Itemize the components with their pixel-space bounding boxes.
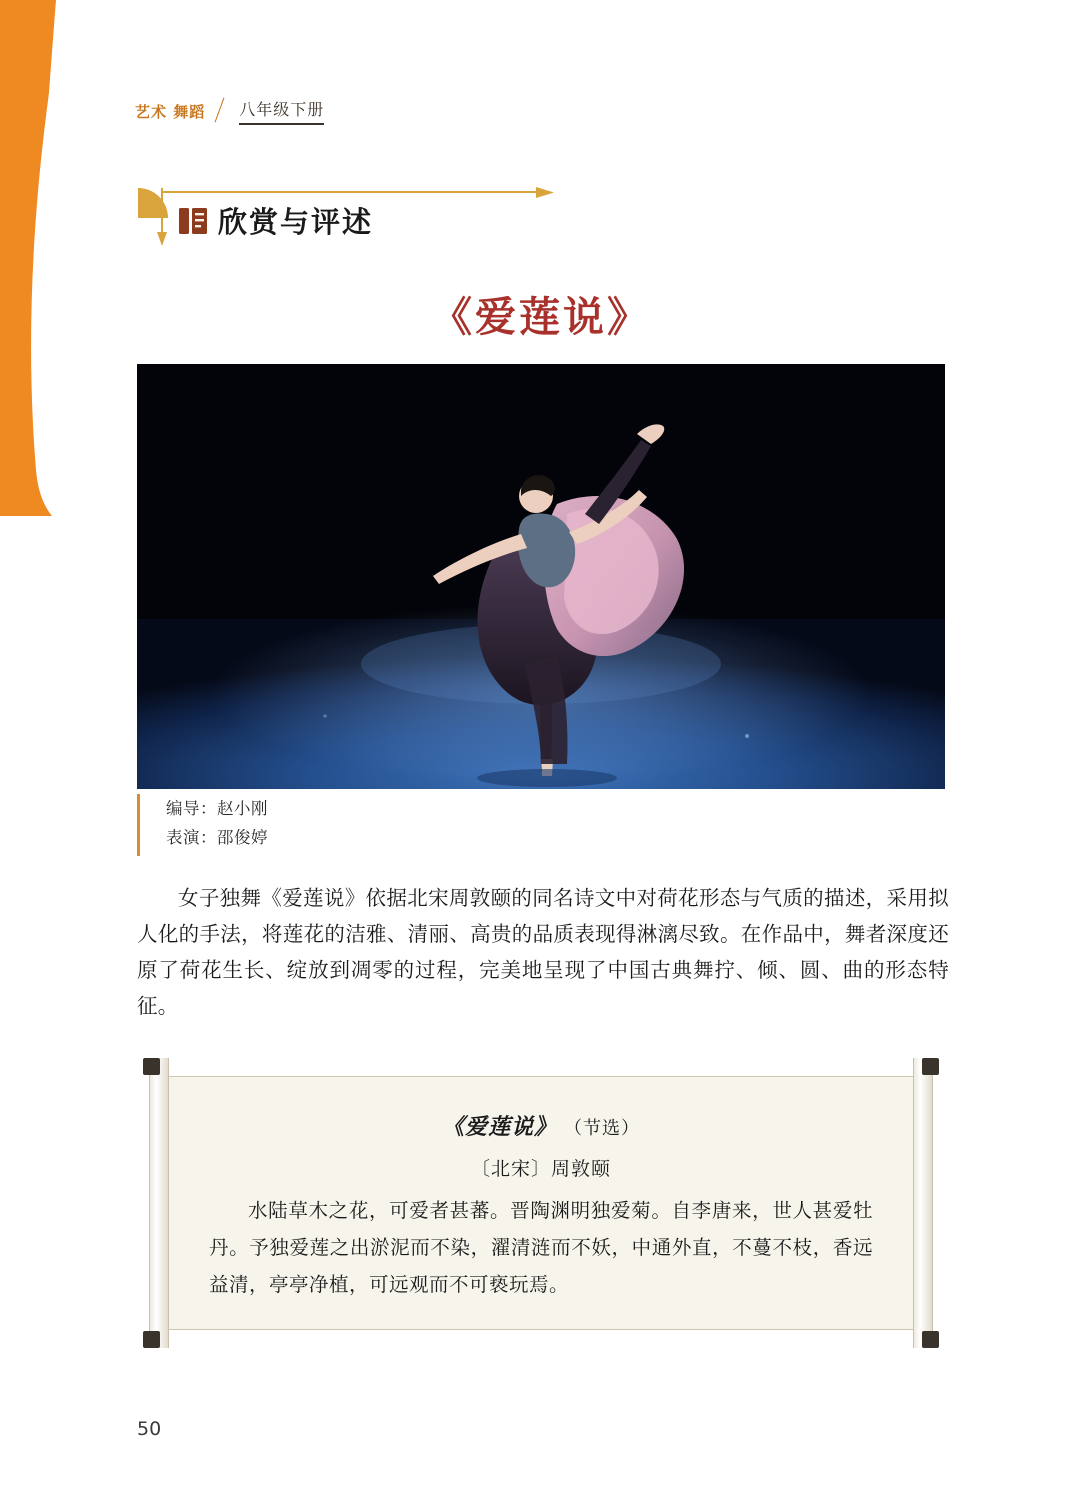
scroll-rod-right bbox=[913, 1058, 933, 1348]
breadcrumb-separator bbox=[205, 99, 239, 123]
scroll-rod-left bbox=[149, 1058, 169, 1348]
poem-title bbox=[131, 1110, 951, 1141]
photo-caption bbox=[137, 794, 268, 856]
poem-title-text: 《爱莲说》 bbox=[441, 1114, 557, 1140]
scroll-knob-top-left bbox=[143, 1058, 160, 1075]
scroll-knob-bottom-right bbox=[922, 1331, 939, 1348]
dance-photo bbox=[137, 364, 945, 789]
poem-body: 水陆草木之花，可爱者甚蕃。晋陶渊明独爱菊。自李唐来，世人甚爱牡丹。予独爱莲之出淤泥而不染，濯清涟而不妖，中通外直，不蔓不枝，香远益清，亭亭净植，可远观而不可亵玩焉。 bbox=[209, 1199, 873, 1296]
caption-choreographer: 编导：赵小刚 bbox=[166, 799, 268, 818]
left-decoration bbox=[0, 0, 70, 520]
scroll-knob-bottom-left bbox=[143, 1331, 160, 1348]
page-number: 50 bbox=[137, 1418, 162, 1440]
breadcrumb bbox=[135, 98, 324, 124]
breadcrumb-grade: 八年级下册 bbox=[239, 97, 324, 125]
body-paragraph: 女子独舞《爱莲说》依据北宋周敦颐的同名诗文中对荷花形态与气质的描述，采用拟人化的手法，将莲花的洁雅、清丽、高贵的品质表现得淋漓尽致。在作品中，舞者深度还原了荷花生长、绽放到凋零的过程，完美地呈现了中国古典舞拧、倾、圆、曲的形态特征。 bbox=[137, 886, 949, 1018]
scroll-knob-top-right bbox=[922, 1058, 939, 1075]
book-icon bbox=[176, 204, 210, 238]
poem-author: 〔北宋〕周敦颐 bbox=[470, 1158, 611, 1180]
poem-excerpt-label: （节选） bbox=[573, 1118, 640, 1139]
caption-performer: 表演：邵俊婷 bbox=[166, 828, 268, 847]
page-title: 《爱莲说》 bbox=[431, 293, 651, 341]
breadcrumb-subject: 艺术 舞蹈 bbox=[135, 102, 206, 121]
arrow-line-icon bbox=[162, 186, 554, 198]
section-title: 欣赏与评述 bbox=[218, 205, 374, 239]
poem-scroll bbox=[131, 1058, 951, 1348]
section-heading bbox=[136, 176, 556, 252]
down-arrow-icon bbox=[156, 188, 170, 244]
